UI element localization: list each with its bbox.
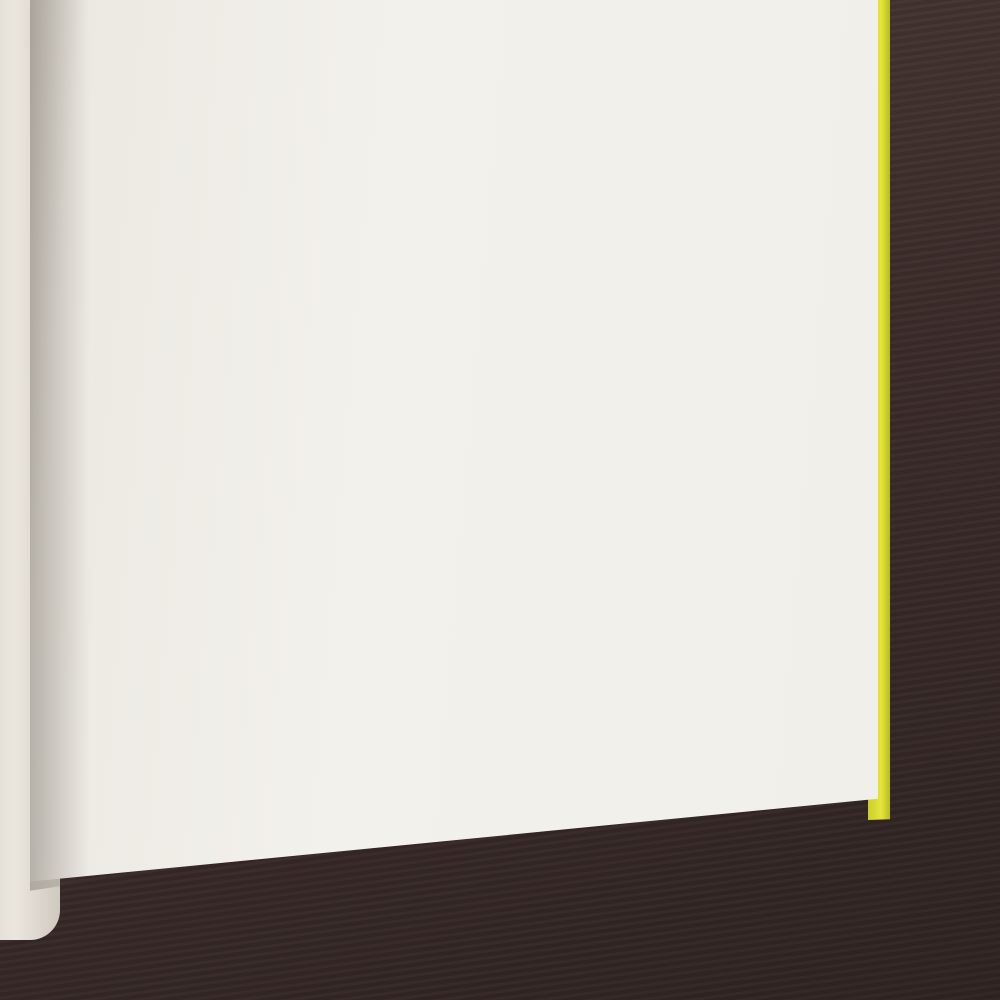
page-gutter-shadow (30, 0, 90, 900)
book-page (30, 0, 878, 900)
